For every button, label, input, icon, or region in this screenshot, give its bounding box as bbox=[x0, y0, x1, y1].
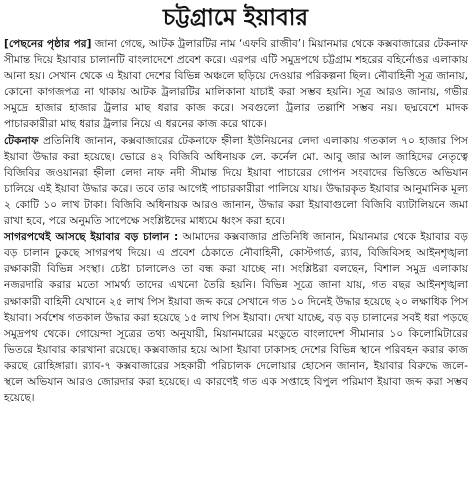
paragraph-continuation bbox=[4, 36, 468, 133]
article-headline: চট্টগ্রামে ইয়াবার bbox=[162, 5, 309, 31]
continued-from-marker: [পেছনের পৃষ্ঠার পর] bbox=[4, 38, 92, 50]
article-body bbox=[4, 36, 468, 406]
paragraph-text: আমাদের কক্সবাজার প্রতিনিধি জানান, মিয়ানমার থেকে ইয়াবার বড় বড় চালান ঢুকছে সাগরপথ দিয়ে। এ প্রবেশ ঠেকাতে নৌবাহিনী, কোস্টগার্ড, র‌্যাব, বিজিবিসহ আইনশৃঙ্খলা রক্ষাকারী বিভিন্ন সংস্থা। চেষ্টা চালালেও তা বন্ধ করা যাচ্ছে না। সংশ্লিষ্টরা বলছেন, বিশাল সমুদ্র এলাকায় নজরদারি করার মতো সামর্থ্য তাদের এখনো তৈরি হয়নি। বিভিন্ন সূত্রে জানা যায়, গত বছর আইনশৃঙ্খলা রক্ষাকারী বাহিনী যেখানে ২৫ লাখ পিস ইয়াবা জব্দ করে সেখানে গত ১০ দিনেই উদ্ধার হয়েছে ২০ লক্ষাধিক পিস ইয়াবা। সর্বশেষ গতকাল উদ্ধার করা হয়েছে ১৫ লাখ পিস ইয়াবা। দেখা যাচ্ছে, বড় বড় চালানের সবই ধরা পড়ছে সমুদ্রপথ থেকে। গোয়েন্দা সূত্রের তথ্য অনুযায়ী, মিয়ানমারের মংডুতে বাংলাদেশ সীমানার ১০ কিলোমিটারের ভিতরে ইয়াবার কারখানা রয়েছে। কক্সবাজার হয়ে আসা ইয়াবা ঢাকাসহ দেশের বিভিন্ন স্থানে পরিবহন করার কাজ করছে রোহিঙ্গারা। র‌্যাব-৭ কক্সবাজারের সহকারী পরিচালক দেলোয়ার হোসেন জানান, ইয়াবার বিরুদ্ধে জলে-স্থলে অভিযান আরও জোরদার করা হয়েছে। এ কারণেই গত এক সপ্তাহে বিপুল পরিমাণ ইয়াবা জব্দ করা সম্ভব হয়েছে। bbox=[4, 231, 468, 405]
paragraph-text: জানা গেছে, আটক ট্রলারটির নাম ‘এফবি রাজীব’। মিয়ানমার থেকে কক্সবাজারের টেকনাফ সীমান্ত দিয়ে ইয়াবার চালানটি বাংলাদেশে প্রবেশ করে। এরপর এটি সমুদ্রপথে চট্টগ্রাম শহরের বহির্নোঙর এলাকায় আনা হয়। সেখান থেকে এ ইয়াবা দেশের বিভিন্ন অঞ্চলে ছড়িয়ে দেওয়ার পরিকল্পনা ছিল। নৌবাহিনী সূত্র জানায়, কোনো কাগজপত্র না থাকায় আটক ট্রলারটির মালিকানা যাচাই করা সম্ভব হয়নি। সূত্র আরও জানায়, গভীর সমুদ্রে হাজার হাজার ট্রলার মাছ ধরার কাজ করে। সবগুলো ট্রলার তল্লাশি সম্ভব নয়। ছদ্মবেশে মাদক পাচারকারীরা মাছ ধরার ট্রলার নিয়ে এ ধরনের কাজ করে থাকে। bbox=[4, 38, 468, 131]
subheading-sea-route: সাগরপথেই আসছে ইয়াবার বড় চালান : bbox=[4, 231, 179, 244]
paragraph-text: প্রতিনিধি জানান, কক্সবাজারের টেকনাফে হ্নীলা ইউনিয়নের লেদা এলাকায় গতকাল ৭০ হাজার পিস ইয়াবা উদ্ধার করা হয়েছে। ভোরে ৪২ বিজিবি অধিনায়ক লে. কর্নেল মো. আবু জার আল জাহিদের নেতৃত্বে বিজিবির জওয়ানরা হ্নীলা লেদা নাফ নদী সীমান্ত দিয়ে ইয়াবা পাচারের গোপন সংবাদের ভিত্তিতে অভিযান চালিয়ে এই ইয়াবা উদ্ধার করে। তবে তার আগেই পাচারকারীরা পালিয়ে যায়। উদ্ধারকৃত ইয়াবার আনুমানিক মূল্য ২ কোটি ১০ লাখ টাকা। বিজিবি অধিনায়ক আরও জানান, উদ্ধার করা ইয়াবাগুলো বিজিবি ব্যাটালিয়নে জমা রাখা হবে, পরে অনুমতি সাপেক্ষে সংশ্লিষ্টদের মাধ্যমে ধ্বংস করা হবে। bbox=[4, 134, 468, 228]
paragraph-sea-route bbox=[4, 229, 468, 406]
dateline-teknaf: টেকনাফ bbox=[4, 134, 39, 147]
paragraph-teknaf bbox=[4, 133, 468, 230]
